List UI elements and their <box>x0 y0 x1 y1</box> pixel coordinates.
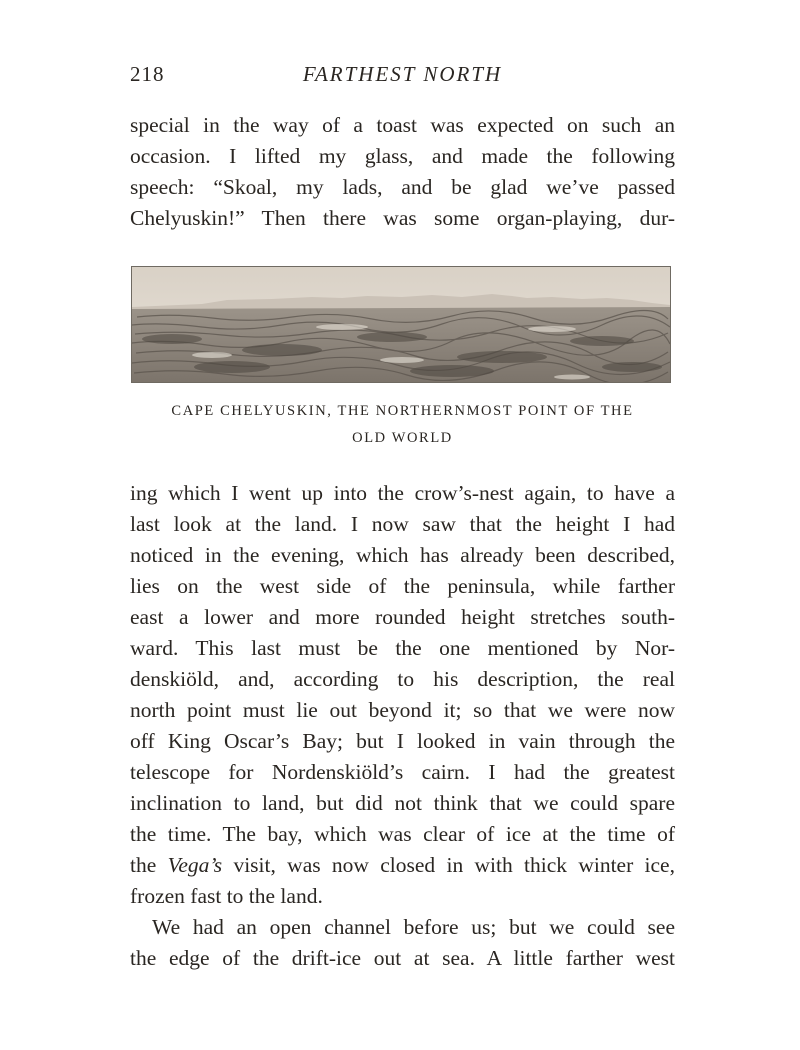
text-line-vega <box>130 850 675 881</box>
text-line: east a lower and more rounded height stretches south- <box>130 605 675 629</box>
text-line: telescope for Nordenskiöld’s cairn. I had the greatest <box>130 760 675 784</box>
text-line: last look at the land. I now saw that the height I had <box>130 512 675 536</box>
sea-and-cape-engraving <box>132 267 670 382</box>
text-line: the time. The bay, which was clear of ice at the time of <box>130 822 675 846</box>
top-paragraph <box>130 110 675 234</box>
bottom-text <box>130 478 675 974</box>
page-header <box>130 62 675 92</box>
caption-line: OLD WORLD <box>352 430 453 446</box>
figure-caption <box>130 398 675 452</box>
text-line: speech: “Skoal, my lads, and be glad we’ve passed <box>130 175 675 199</box>
page-number: 218 <box>130 62 165 86</box>
text-line: ing which I went up into the crow’s-nest again, to have a <box>130 481 675 505</box>
text-line: noticed in the evening, which has already been described, <box>130 543 675 567</box>
text-segment: visit, was now closed in with thick winter ice, <box>222 853 675 877</box>
text-line: ward. This last must be the one mentioned by Nor- <box>130 636 675 660</box>
text-line: the edge of the drift-ice out at sea. A little farther west <box>130 946 675 970</box>
text-line: Chelyuskin!” Then there was some organ-playing, dur- <box>130 206 675 230</box>
text-line: occasion. I lifted my glass, and made the following <box>130 144 675 168</box>
text-line: special in the way of a toast was expected on such an <box>130 113 675 137</box>
caption-line: CAPE CHELYUSKIN, THE NORTHERNMOST POINT OF THE <box>171 403 634 419</box>
text-line: lies on the west side of the peninsula, while farther <box>130 574 675 598</box>
text-line: We had an open channel before us; but we could see <box>152 915 675 939</box>
ship-name-italic: Vega’s <box>167 853 223 877</box>
running-head: FARTHEST NORTH <box>302 62 503 86</box>
engraving-illustration <box>131 266 671 383</box>
text-line: inclination to land, but did not think that we could spare <box>130 791 675 815</box>
text-line: off King Oscar’s Bay; but I looked in vain through the <box>130 729 675 753</box>
text-line: frozen fast to the land. <box>130 884 323 908</box>
text-line: north point must lie out beyond it; so that we were now <box>130 698 675 722</box>
text-segment: the <box>130 853 168 877</box>
text-line: denskiöld, and, according to his description, the real <box>130 667 675 691</box>
